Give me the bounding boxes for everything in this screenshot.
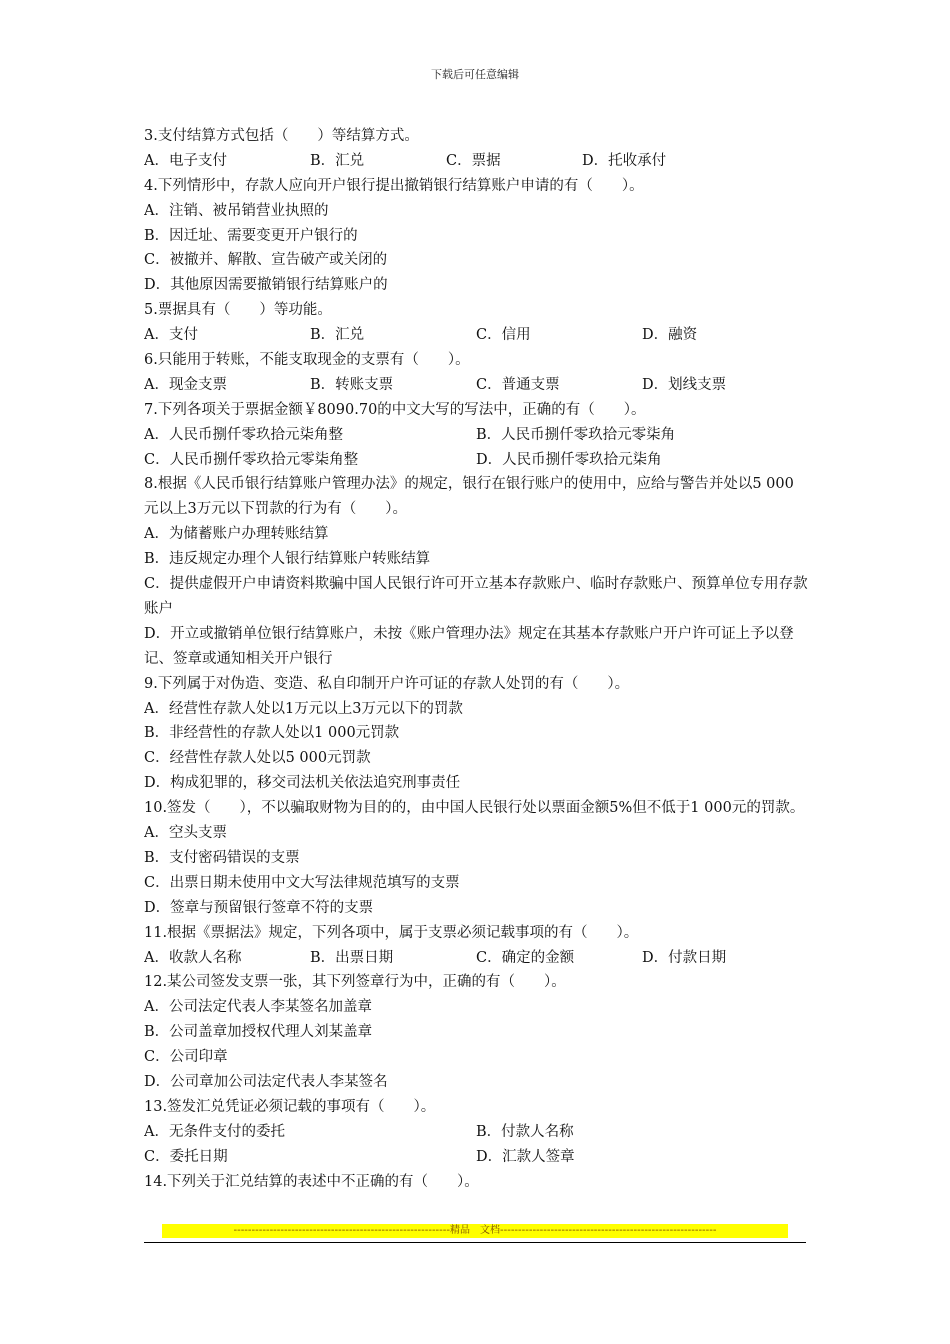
option-d: D．其他原因需要撤销银行结算账户的 bbox=[144, 277, 388, 294]
question-14: 14.下列关于汇兑结算的表述中不正确的有（ ）。 bbox=[144, 1173, 479, 1190]
option-a: A．支付 bbox=[144, 327, 198, 344]
option-a: A．公司法定代表人李某签名加盖章 bbox=[144, 999, 372, 1016]
option-c: C．出票日期未使用中文大写法律规范填写的支票 bbox=[144, 874, 460, 891]
option-c: C．确定的金额 bbox=[476, 949, 575, 966]
options-row bbox=[144, 423, 808, 448]
option-d: D．付款日期 bbox=[642, 949, 727, 966]
option-d: D．签章与预留银行签章不符的支票 bbox=[144, 899, 374, 916]
option-b: B．汇兑 bbox=[310, 152, 365, 169]
options-row bbox=[144, 149, 808, 174]
option-a: A．为储蓄账户办理转账结算 bbox=[144, 526, 329, 543]
option-d: D．划线支票 bbox=[642, 376, 727, 393]
option-a: A．空头支票 bbox=[144, 825, 227, 842]
option-d: D．人民币捌仟零玖拾元柒角 bbox=[476, 451, 662, 468]
option-b: B．汇兑 bbox=[310, 327, 365, 344]
option-c: C．信用 bbox=[476, 327, 531, 344]
option-b: B．转账支票 bbox=[310, 376, 394, 393]
option-c: C．普通支票 bbox=[476, 376, 560, 393]
option-b: B．违反规定办理个人银行结算账户转账结算 bbox=[144, 551, 431, 568]
option-a: A．人民币捌仟零玖拾元柒角整 bbox=[144, 426, 343, 443]
question-13: 13.签发汇兑凭证必须记载的事项有（ ）。 bbox=[144, 1098, 436, 1115]
question-6: 6.只能用于转账，不能支取现金的支票有（ ）。 bbox=[144, 352, 470, 369]
option-d: D．托收承付 bbox=[582, 152, 667, 169]
option-b: B．人民币捌仟零玖拾元零柒角 bbox=[476, 426, 676, 443]
option-c: C．提供虚假开户申请资料欺骗中国人民银行许可开立基本存款账户、临时存款账户、预算单位专用存款账户 bbox=[144, 576, 808, 617]
option-a: A．现金支票 bbox=[144, 376, 227, 393]
option-a: A．无条件支付的委托 bbox=[144, 1123, 285, 1140]
question-10: 10.签发（ ），不以骗取财物为目的的，由中国人民银行处以票面金额5%但不低于1 000元的罚款。 bbox=[144, 800, 805, 817]
option-d: D．公司章加公司法定代表人李某签名 bbox=[144, 1073, 388, 1090]
question-9: 9.下列属于对伪造、变造、私自印制开户许可证的存款人处罚的有（ ）。 bbox=[144, 675, 630, 692]
options-row bbox=[144, 1145, 808, 1170]
option-b: B．非经营性的存款人处以1 000元罚款 bbox=[144, 725, 400, 742]
question-5: 5.票据具有（ ）等功能。 bbox=[144, 302, 332, 319]
option-a: A．经营性存款人处以1万元以上3万元以下的罚款 bbox=[144, 700, 463, 717]
option-b: B．出票日期 bbox=[310, 949, 394, 966]
option-c: C．委托日期 bbox=[144, 1148, 228, 1165]
option-c: C．人民币捌仟零玖拾元零柒角整 bbox=[144, 451, 359, 468]
option-b: B．因迁址、需要变更开户银行的 bbox=[144, 227, 358, 244]
options-row bbox=[144, 448, 808, 473]
options-row bbox=[144, 946, 808, 971]
option-b: B．支付密码错误的支票 bbox=[144, 849, 300, 866]
option-c: C．被撤并、解散、宣告破产或关闭的 bbox=[144, 252, 388, 269]
question-3: 3.支付结算方式包括（ ）等结算方式。 bbox=[144, 128, 419, 144]
option-c: C．公司印章 bbox=[144, 1049, 228, 1066]
option-a: A．电子支付 bbox=[144, 152, 227, 169]
option-a: A．收款人名称 bbox=[144, 949, 242, 966]
option-d: D．构成犯罪的，移交司法机关依法追究刑事责任 bbox=[144, 775, 461, 792]
option-a: A．注销、被吊销营业执照的 bbox=[144, 202, 329, 219]
option-c: C．经营性存款人处以5 000元罚款 bbox=[144, 750, 371, 767]
options-row bbox=[144, 1120, 808, 1145]
document-body bbox=[144, 124, 808, 1194]
options-row bbox=[144, 373, 808, 398]
question-7: 7.下列各项关于票据金额￥8090.70的中文大写的写法中，正确的有（ ）。 bbox=[144, 401, 646, 418]
option-c: C．票据 bbox=[446, 152, 501, 169]
option-d: D．开立或撤销单位银行结算账户，未按《账户管理办法》规定在其基本存款账户开户许可证上予以登记、签章或通知相关开户银行 bbox=[144, 625, 794, 667]
footer-divider bbox=[144, 1242, 806, 1243]
option-b: B．公司盖章加授权代理人刘某盖章 bbox=[144, 1024, 373, 1041]
question-12: 12.某公司签发支票一张，其下列签章行为中，正确的有（ ）。 bbox=[144, 974, 566, 991]
footer-banner: ------------------------------------------------------------精品 文档------------------------------------------------------------ bbox=[162, 1224, 788, 1238]
page-header: 下载后可任意编辑 bbox=[431, 68, 519, 81]
option-b: B．付款人名称 bbox=[476, 1123, 574, 1140]
options-row bbox=[144, 323, 808, 348]
option-d: D．融资 bbox=[642, 327, 698, 344]
question-8: 8.根据《人民币银行结算账户管理办法》的规定，银行在银行账户的使用中，应给与警告并处以5 000元以上3万元以下罚款的行为有（ ）。 bbox=[144, 476, 794, 518]
question-11: 11.根据《票据法》规定，下列各项中，属于支票必须记载事项的有（ ）。 bbox=[144, 924, 639, 941]
option-d: D．汇款人签章 bbox=[476, 1148, 575, 1165]
question-4: 4.下列情形中，存款人应向开户银行提出撤销银行结算账户申请的有（ ）。 bbox=[144, 177, 644, 194]
